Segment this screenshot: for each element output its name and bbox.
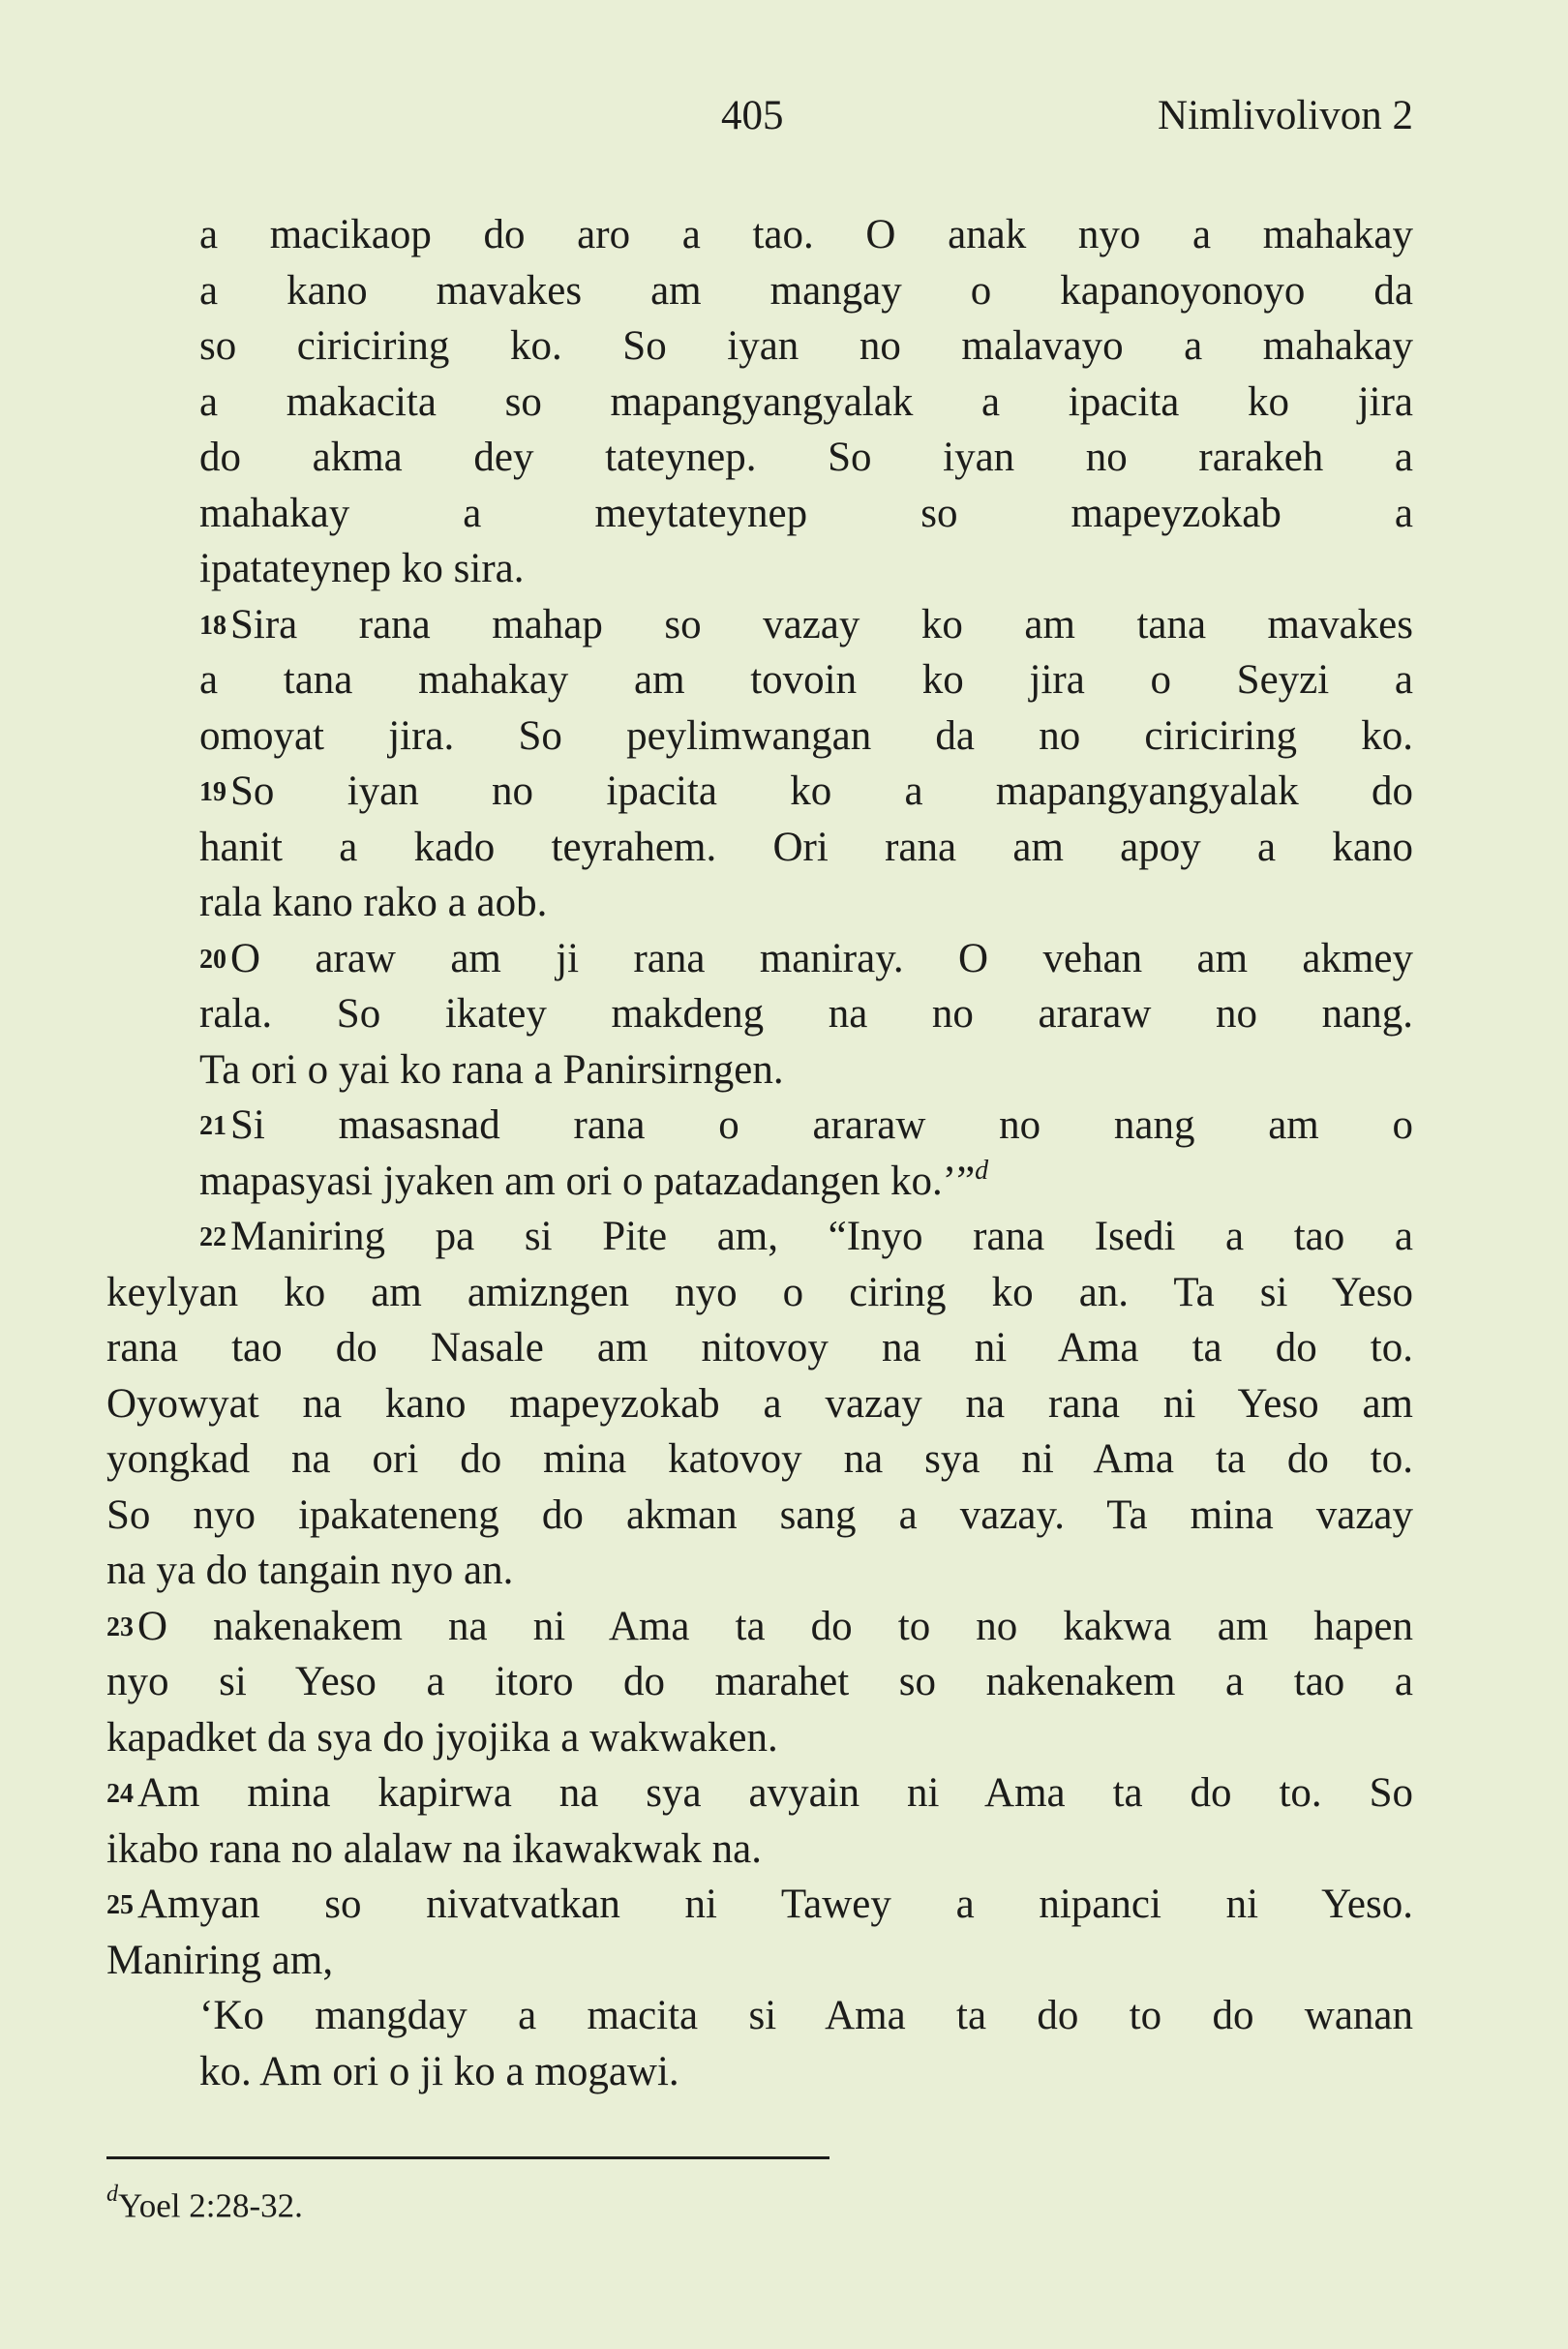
page-number: 405 xyxy=(721,93,784,138)
line-text: Maniring am, xyxy=(106,1937,334,1983)
page-header xyxy=(0,92,1568,150)
text-line xyxy=(106,875,1413,931)
verse-number: 23 xyxy=(106,1611,134,1642)
line-text: Ta ori o yai ko rana a Panirsirngen. xyxy=(199,1046,784,1093)
footnote-reference: d xyxy=(975,1155,989,1186)
line-text: So iyan no ipacita ko a mapangyangyalak do xyxy=(230,768,1413,814)
text-line xyxy=(106,1765,1413,1822)
text-line xyxy=(106,1154,1413,1210)
line-text: Maniring pa si Pite am, “Inyo rana Isedi a tao a xyxy=(230,1214,1413,1259)
book-title: Nimlivolivon 2 xyxy=(1158,93,1413,138)
text-line xyxy=(106,1543,1413,1599)
line-text: O araw am ji rana maniray. O vehan am akmey xyxy=(230,935,1413,981)
text-line xyxy=(106,430,1413,486)
text-line xyxy=(106,486,1413,542)
text-line xyxy=(106,986,1413,1042)
text-line xyxy=(106,1320,1413,1376)
line-text: na ya do tangain nyo an. xyxy=(106,1548,514,1593)
line-text: omoyat jira. So peylimwangan da no ciriciring ko. xyxy=(199,712,1413,759)
verse-number: 20 xyxy=(199,944,226,975)
text-line xyxy=(106,1877,1413,1933)
line-text: a macikaop do aro a tao. O anak nyo a mahakay xyxy=(199,212,1413,257)
line-text: rana tao do Nasale am nitovoy na ni Ama ta do to. xyxy=(106,1325,1413,1370)
line-text: kapadket da sya do jyojika a wakwaken. xyxy=(106,1714,778,1761)
line-text: Oyowyat na kano mapeyzokab a vazay na rana ni Yeso am xyxy=(106,1380,1413,1427)
text-line xyxy=(106,1933,1413,1989)
line-text: mahakay a meytateynep so mapeyzokab a xyxy=(199,490,1413,536)
footnote xyxy=(106,2182,303,2226)
text-line xyxy=(106,764,1413,820)
line-text: yongkad na ori do mina katovoy na sya ni Ama ta do to. xyxy=(106,1436,1413,1482)
text-line xyxy=(106,263,1413,319)
text-line xyxy=(106,708,1413,765)
text-line xyxy=(106,1988,1413,2044)
line-text: Amyan so nivatvatkan ni Tawey a nipanci ni Yeso. xyxy=(137,1882,1413,1927)
text-line xyxy=(106,820,1413,876)
line-text: ipatateynep ko sira. xyxy=(199,546,525,591)
line-text: a kano mavakes am mangay o kapanoyonoyo da xyxy=(199,267,1413,314)
text-line xyxy=(106,1042,1413,1099)
verse-number: 19 xyxy=(199,777,226,807)
line-text: keylyan ko am amizngen nyo o ciring ko an. Ta si Yeso xyxy=(106,1269,1413,1315)
text-line xyxy=(106,207,1413,263)
text-line xyxy=(106,1209,1413,1265)
text-line xyxy=(106,1431,1413,1488)
text-line xyxy=(106,931,1413,987)
line-text: ‘Ko mangday a macita si Ama ta do to do wanan xyxy=(199,1993,1413,2038)
verse-number: 25 xyxy=(106,1890,134,1920)
verse-number: 18 xyxy=(199,610,226,641)
body-text xyxy=(106,207,1413,2099)
verse-number: 21 xyxy=(199,1111,226,1141)
text-line xyxy=(106,2044,1413,2100)
verse-number: 24 xyxy=(106,1779,134,1809)
text-line xyxy=(106,1822,1413,1878)
text-line xyxy=(106,1488,1413,1544)
text-line xyxy=(106,318,1413,375)
text-line xyxy=(106,652,1413,708)
line-text: nyo si Yeso a itoro do marahet so nakenakem a tao a xyxy=(106,1659,1413,1704)
footnote-marker: d xyxy=(106,2182,118,2207)
text-line xyxy=(106,1265,1413,1321)
line-text: hanit a kado teyrahem. Ori rana am apoy a kano xyxy=(199,824,1413,870)
line-text: so ciriciring ko. So iyan no malavayo a mahakay xyxy=(199,323,1413,369)
line-text: rala kano rako a aob. xyxy=(199,880,548,925)
line-text: Si masasnad rana o araraw no nang am o xyxy=(230,1102,1413,1148)
line-text: ko. Am ori o ji ko a mogawi. xyxy=(199,2048,679,2094)
text-line xyxy=(106,541,1413,597)
text-line xyxy=(106,375,1413,431)
verse-number: 22 xyxy=(199,1222,226,1252)
line-text: do akma dey tateynep. So iyan no rarakeh a xyxy=(199,435,1413,480)
line-text: a makacita so mapangyangyalak a ipacita ko jira xyxy=(199,378,1413,425)
line-text: So nyo ipakateneng do akman sang a vazay. Ta mina vazay xyxy=(106,1491,1413,1538)
text-line xyxy=(106,1376,1413,1432)
line-text: O nakenakem na ni Ama ta do to no kakwa am hapen xyxy=(137,1603,1413,1649)
footnote-divider xyxy=(106,2156,829,2159)
text-line xyxy=(106,1599,1413,1655)
line-text: ikabo rana no alalaw na ikawakwak na. xyxy=(106,1825,762,1872)
line-text: rala. So ikatey makdeng na no araraw no nang. xyxy=(199,991,1413,1037)
line-text: a tana mahakay am tovoin ko jira o Seyzi a xyxy=(199,657,1413,703)
line-text: Sira rana mahap so vazay ko am tana mavakes xyxy=(230,601,1413,647)
line-text: mapasyasi jyaken am ori o patazadangen ko.’” xyxy=(199,1158,976,1204)
line-text: Am mina kapirwa na sya avyain ni Ama ta do to. So xyxy=(137,1770,1413,1816)
text-line xyxy=(106,1098,1413,1154)
text-line xyxy=(106,1654,1413,1710)
text-line xyxy=(106,1710,1413,1766)
text-line xyxy=(106,597,1413,653)
footnote-text: Yoel 2:28-32. xyxy=(118,2186,303,2225)
